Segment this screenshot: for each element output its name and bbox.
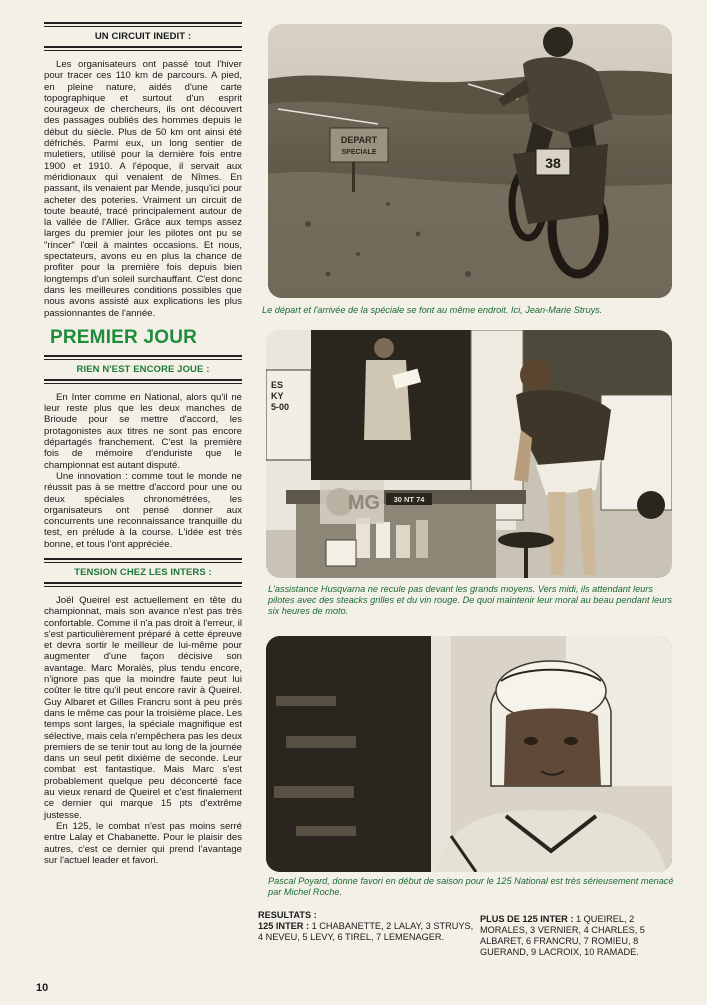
- paragraph: Joël Queirel est actuellement en tête du championnat, mais son avance n'est pas très confortable. Comme il n'a pas droit à l'erreur, il s'est particulièrement préparé à cette épreuve et devra sortir le meilleur de lui-même pour augmenter d'une façon décisive son avantage. Marc Moralès, plus tendu encore, n'ignore pas que la moindre faute peut lui coûter le titre qu'il peut encore ravir à Queirel. Guy Albaret et Gilles Francru sont à peu près dans le même cas pour la troisième place. Les temps sont larges, la spéciale magnifique est sélective, mais cela n'empêchera pas les deux premiers de se tenir tout au long de la journée dans un seul petit dixième de seconde. Leur combat est fantastique. Mais Marc s'est probablement quelque peu déconcerté face au vieux renard de Queirel et c'est finalement ce dernier qui marque 15 pts d'extrême justesse.: [44, 594, 242, 821]
- sign-text-2: SPECIALE: [341, 149, 377, 156]
- results-plus125-text: 1 QUEIREL, 2 MORALES, 3 VERNIER, 4 CHARLES, 5 ALBARET, 6 FRANCRU, 7 ROMIEU, 8 GUERAND, 9 LACROIX, 10 RAMADE.: [480, 914, 645, 957]
- paragraph: Les organisateurs ont passé tout l'hiver pour tracer ces 110 km de parcours. A pied, en pleine nature, aidés d'une carte topographique et surtout d'un esprit courageux de chercheurs, ils ont découvert des passages oubliés des hommes depuis le début du siècle. Plus de 50 km ont ainsi été défrichés. Parmi eux, un long sentier de muletiers, utilisé pour la dernière fois entre 1900 et 1910. A l'époque, il servait aux méridionaux qui venaient de Nîmes. En passant, ils venaient par Mende, jusqu'ici pour acheter des poteries. Vraiment un circuit de toute beauté, tracé principalement autour de la vallée de l'Allier. Grâce aux temps assez larges du premier jour les pilotes ont pu se "rincer" l'œil à maintes occasions. Et nous, spectateurs, avons eu en plus la chance de profiter pour la première fois depuis bien longtemps d'un soleil surchauffant. C'est donc dans les meilleures conditions possibles que nous avons assisté aux explications les plus passionnantes de l'année.: [44, 59, 242, 319]
- sign-text: DEPART: [340, 135, 378, 145]
- section-body-rien: [44, 392, 242, 550]
- section-heading-rien: RIEN N'EST ENCORE JOUE :: [76, 363, 210, 375]
- license-plate: 30 NT 74: [393, 495, 425, 504]
- caption-photo3: Pascal Poyard, donne favori en début de saison pour le 125 National est très sérieusement menacé par Michel Roche.: [268, 876, 674, 897]
- paragraph: En 125, le combat n'est pas moins serré entre Lalay et Chabanette. Pour le plaisir des autres, c'est ce dernier qui prend l'avantage sur l'actuel leader et favori.: [44, 820, 242, 866]
- results-125-label: 125 INTER :: [258, 921, 310, 931]
- results-125-inter: [258, 910, 474, 943]
- section-body-circuit: [44, 59, 242, 319]
- photo-pascal-poyard: [266, 636, 672, 872]
- truck-lettering: ES KY 5-00: [271, 380, 290, 412]
- photo-poyard-image: [266, 636, 672, 872]
- mg-logo: [320, 480, 384, 524]
- section-heading-tension: TENSION CHEZ LES INTERS :: [74, 566, 212, 578]
- paragraph: En Inter comme en National, alors qu'il ne leur reste plus que les deux manches de Brioude pour se mettre d'accord, les protagonistes aux titres ne sont pas encore départagés franchement. C'est la première fois de mémoire d'enduriste que le championnat est autant disputé.: [44, 391, 242, 471]
- section-rule-bottom: [44, 379, 242, 384]
- section-rule-top: [44, 558, 242, 563]
- section-rule-bottom: [44, 46, 242, 51]
- results-title: RESULTATS :: [258, 910, 317, 920]
- section-heading-circuit: UN CIRCUIT INEDIT :: [94, 31, 192, 42]
- caption-photo2: L'assistance Husqvarna ne recule pas devant les grands moyens. Vers midi, ils attendant leurs pilotes avec des steacks grilles et du vin rouge. De quoi maintenir leur moral au beau pendant leurs six heures de moto.: [268, 584, 672, 616]
- results-plus125-label: PLUS DE 125 INTER :: [480, 914, 574, 924]
- caption-photo1: Le départ et l'arrivée de la spéciale se font au même endroit. Ici, Jean-Marie Struys.: [262, 305, 603, 315]
- big-title-premier-jour: PREMIER JOUR: [50, 326, 198, 348]
- section-body-tension: [44, 595, 242, 866]
- results-125-text: 1 CHABANETTE, 2 LALAY, 3 STRUYS, 4 NEVEU, 5 LEVY, 6 TIREL, 7 LEMENAGER.: [258, 921, 474, 942]
- photo-depart-image: [268, 24, 672, 298]
- paragraph: Une innovation : comme tout le monde ne réussit pas à se mettre d'accord pour une ou deux spéciales chronométrées, les organisateurs ont pensé donner aux concurrents une reconnaissance tranquille du test, en prélude à la course. L'idée est très bonne, et tous l'ont appréciée.: [44, 470, 242, 550]
- left-column: [44, 22, 242, 866]
- results-plus-125-inter: [480, 914, 666, 958]
- section-rule-top: [44, 22, 242, 27]
- mg-logo-image: [320, 480, 384, 524]
- page-number: 10: [36, 982, 49, 994]
- photo-assistance-husqvarna: [266, 330, 672, 578]
- bike-number: 38: [545, 155, 561, 171]
- section-rule-bottom: [44, 582, 242, 587]
- section-rule-top: [44, 355, 242, 360]
- photo-assistance-image: [266, 330, 672, 578]
- photo-depart-speciale: [268, 24, 672, 298]
- mg-logo-text: MG: [347, 492, 381, 514]
